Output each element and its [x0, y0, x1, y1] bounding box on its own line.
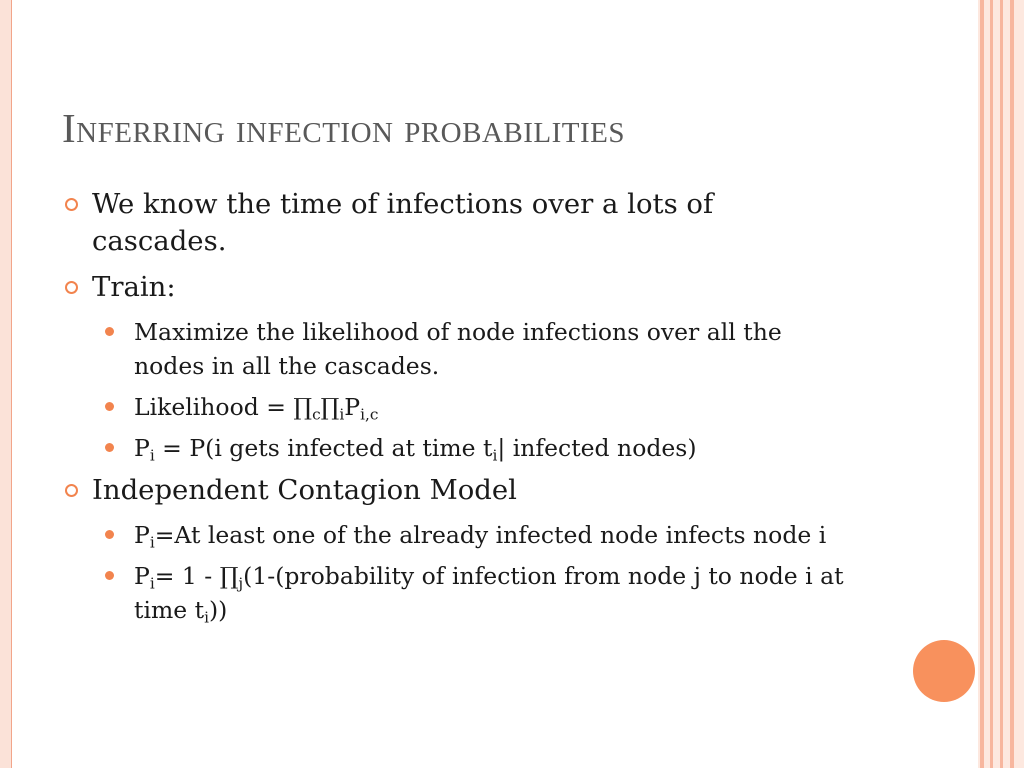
subbullet-pi-formula: [60, 559, 850, 627]
subbullet-likelihood-formula: [60, 390, 850, 424]
formula-text: P: [134, 562, 150, 590]
subscript: i: [149, 533, 155, 552]
decorative-circle: [913, 640, 975, 702]
subscript: c: [312, 405, 321, 424]
slide-body: [60, 186, 850, 634]
dot-bullet-icon: [105, 443, 114, 452]
ring-bullet-icon: [65, 198, 78, 211]
right-stripe-decoration: [978, 0, 1024, 768]
bullet-known-infection-times: [60, 186, 850, 260]
formula-text: =At least one of the already infected node infects node i: [154, 521, 827, 549]
formula-text: | infected nodes): [497, 434, 697, 462]
stripe: [990, 0, 993, 768]
bullet-text: We know the time of infections over a lots of cascades.: [92, 188, 714, 257]
formula-text: P: [134, 521, 150, 549]
formula-text: )): [208, 596, 228, 624]
stripe: [1000, 0, 1003, 768]
slide-title: Inferring infection probabilities: [62, 105, 625, 151]
bullet-independent-contagion-model: [60, 472, 850, 509]
bullet-text: Train:: [92, 271, 176, 303]
formula-text: P: [344, 393, 361, 421]
subscript: j: [238, 574, 244, 593]
formula-text: Likelihood = ∏: [134, 393, 313, 421]
stripe: [1010, 0, 1014, 768]
ring-bullet-icon: [65, 484, 78, 497]
subscript: i: [149, 574, 155, 593]
subscript: i: [339, 405, 345, 424]
subbullet-at-least-one: [60, 518, 850, 552]
dot-bullet-icon: [105, 327, 114, 336]
subscript: i,c: [360, 405, 379, 424]
formula-text: = 1 - ∏: [154, 562, 239, 590]
bullet-train: [60, 269, 850, 306]
formula-text: P: [134, 434, 150, 462]
formula-text: ∏: [320, 393, 340, 421]
formula-text: = P(i gets infected at time t: [154, 434, 493, 462]
dot-bullet-icon: [105, 402, 114, 411]
formula-text: (1-(probability of infection from node j to node i at time t: [134, 562, 844, 624]
subscript: i: [492, 446, 498, 465]
ring-bullet-icon: [65, 281, 78, 294]
subscript: i: [149, 446, 155, 465]
subbullet-maximize-likelihood: [60, 315, 850, 383]
subbullet-pi-definition: [60, 431, 850, 465]
left-border-decoration: [0, 0, 12, 768]
bullet-text: Maximize the likelihood of node infections over all the nodes in all the cascades.: [134, 318, 782, 380]
dot-bullet-icon: [105, 530, 114, 539]
bullet-text: Independent Contagion Model: [92, 474, 517, 506]
dot-bullet-icon: [105, 571, 114, 580]
stripe: [980, 0, 984, 768]
subscript: i: [204, 608, 209, 627]
